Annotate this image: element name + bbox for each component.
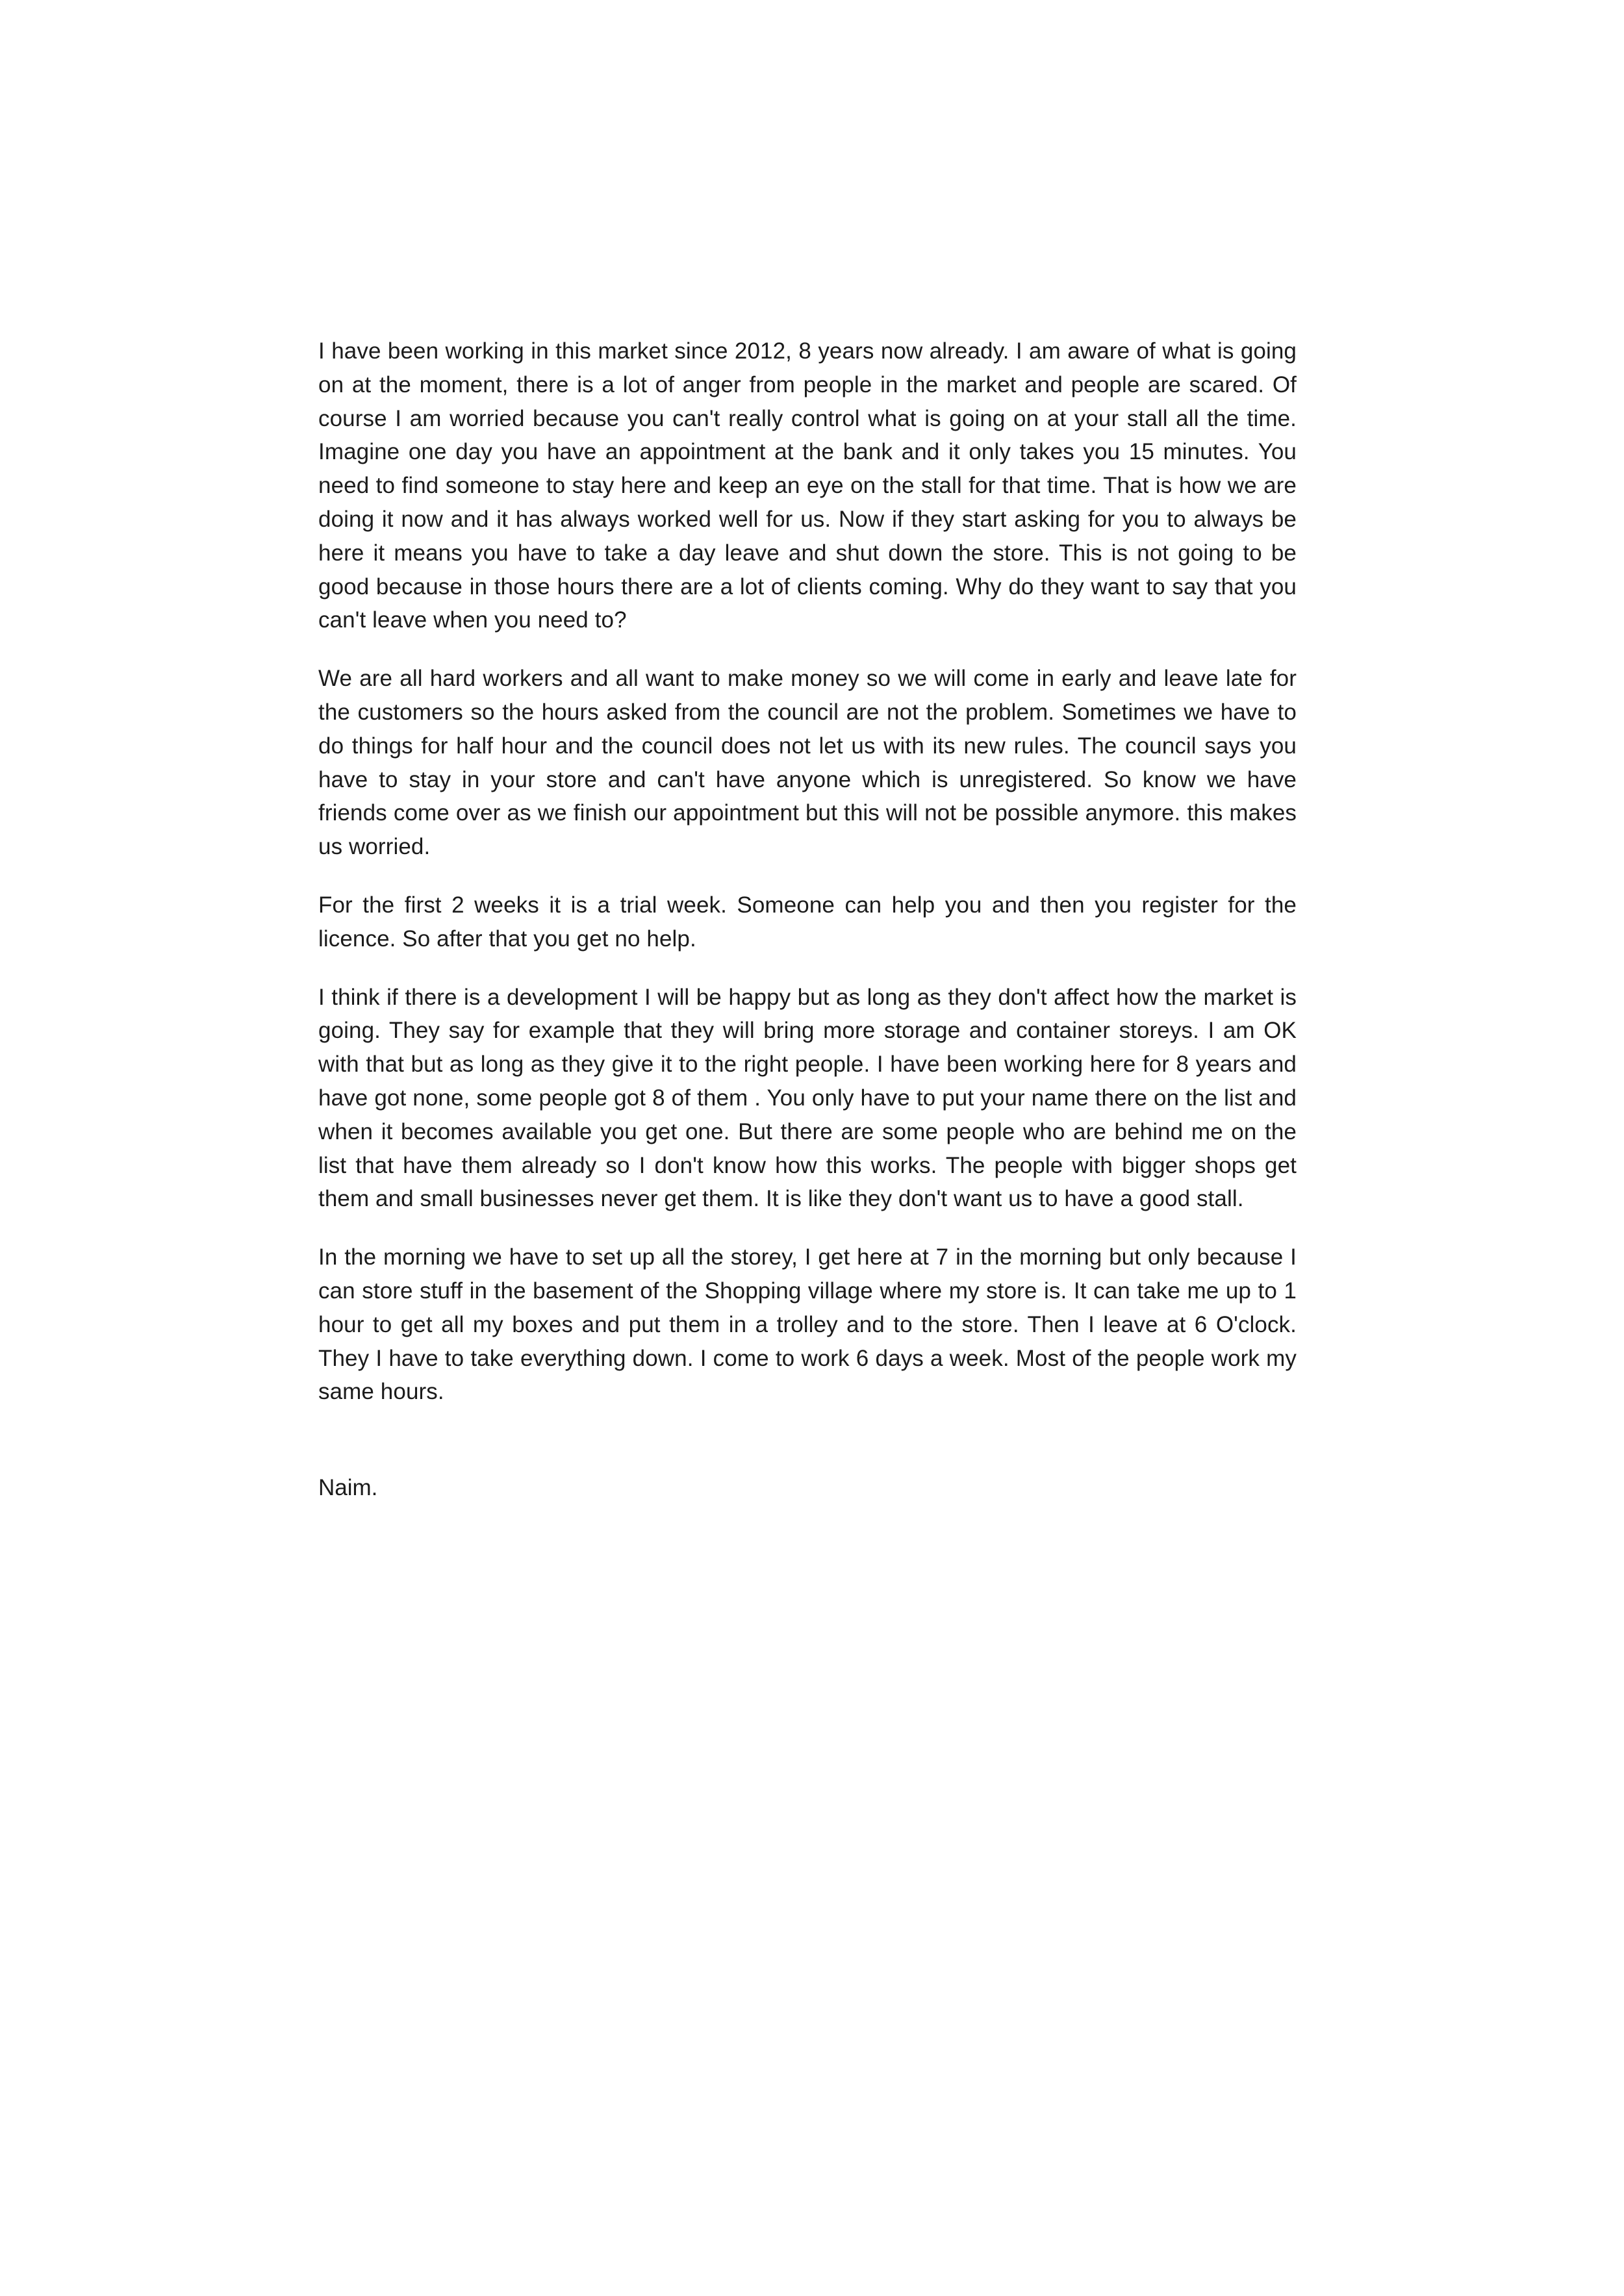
paragraph-1: I have been working in this market since 2012, 8 years now already. I am aware of what is going on at the moment, there is a lot of anger from people in the market and people are scared. Of course I am worried because you can't really control what is going on at your stall all the time. Imagine one day you have an appointment at the bank and it only takes you 15 minutes. You need to find someone to stay here and keep an eye on the stall for that time. That is how we are doing it now and it has always worked well for us. Now if they start asking for you to always be here it means you have to take a day leave and shut down the store. This is not going to be good because in those hours there are a lot of clients coming. Why do they want to say that you can't leave when you need to? xyxy=(318,338,1297,633)
signature-line: Naim. xyxy=(318,1475,378,1501)
paragraph-4: I think if there is a development I will be happy but as long as they don't affect how the market is going. They say for example that they will bring more storage and container storeys. I am OK with that but as long as they give it to the right people. I have been working here for 8 years and have got none, some people got 8 of them . You only have to put your name there on the list and when it becomes available you get one. But there are some people who are behind me on the list that have them already so I don't know how this works. The people with bigger shops get them and small businesses never get them. It is like they don't want us to have a good stall. xyxy=(318,984,1297,1212)
paragraph-5: In the morning we have to set up all the storey, I get here at 7 in the morning but only because I can store stuff in the basement of the Shopping village where my store is. It can take me up to 1 hour to get all my boxes and put them in a trolley and to the store. Then I leave at 6 O'clock. They I have to take everything down. I come to work 6 days a week. Most of the people work my same hours. xyxy=(318,1244,1297,1405)
paragraph-2: We are all hard workers and all want to make money so we will come in early and leave late for the customers so the hours asked from the council are not the problem. Sometimes we have to do things for half hour and the council does not let us with its new rules. The council says you have to stay in your store and can't have anyone which is unregistered. So know we have friends come over as we finish our appointment but this will not be possible anymore. this makes us worried. xyxy=(318,666,1297,860)
paragraph-3: For the first 2 weeks it is a trial week. Someone can help you and then you register for the licence. So after that you get no help. xyxy=(318,892,1297,952)
document-body xyxy=(318,334,1297,1505)
